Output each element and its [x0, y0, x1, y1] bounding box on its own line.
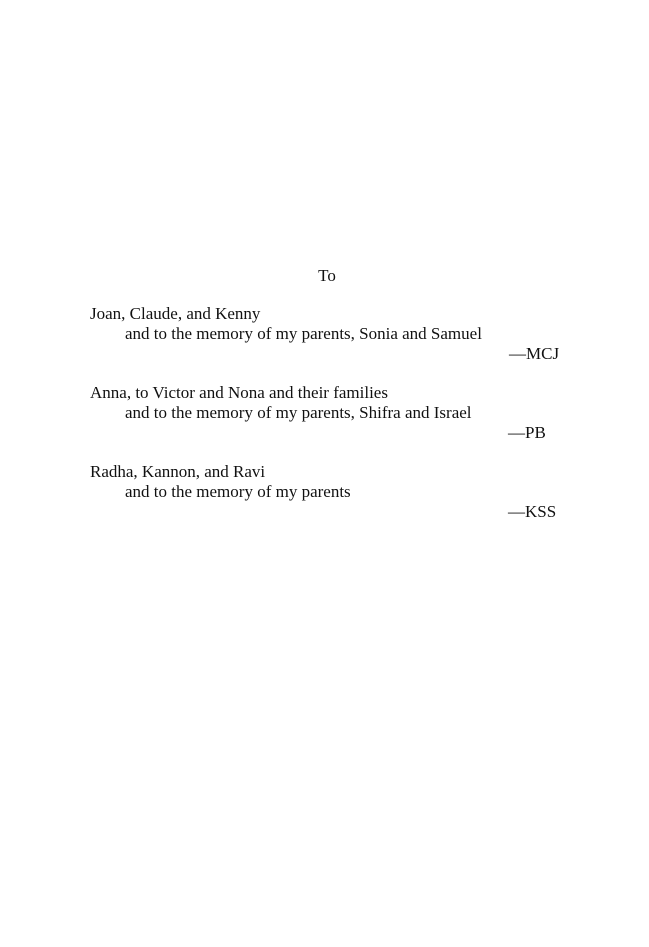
dedication-memory-line: and to the memory of my parents, Sonia and Samuel [125, 324, 482, 343]
dedication-entry-kss [90, 462, 560, 522]
dedication-heading: To [318, 266, 336, 285]
dedication-names: Radha, Kannon, and Ravi [90, 462, 266, 481]
dedication-names: Joan, Claude, and Kenny [90, 304, 261, 323]
dedication-signature: —KSS [508, 502, 557, 521]
dedication-signature: —PB [508, 423, 546, 442]
dedication-memory-line: and to the memory of my parents [125, 482, 351, 501]
dedication-entry-pb [90, 383, 560, 443]
dedication-names: Anna, to Victor and Nona and their families [90, 383, 388, 402]
dedication-memory-line: and to the memory of my parents, Shifra and Israel [125, 403, 472, 422]
dedication-entry-mcj [90, 304, 560, 364]
dedication-signature: —MCJ [509, 344, 560, 363]
